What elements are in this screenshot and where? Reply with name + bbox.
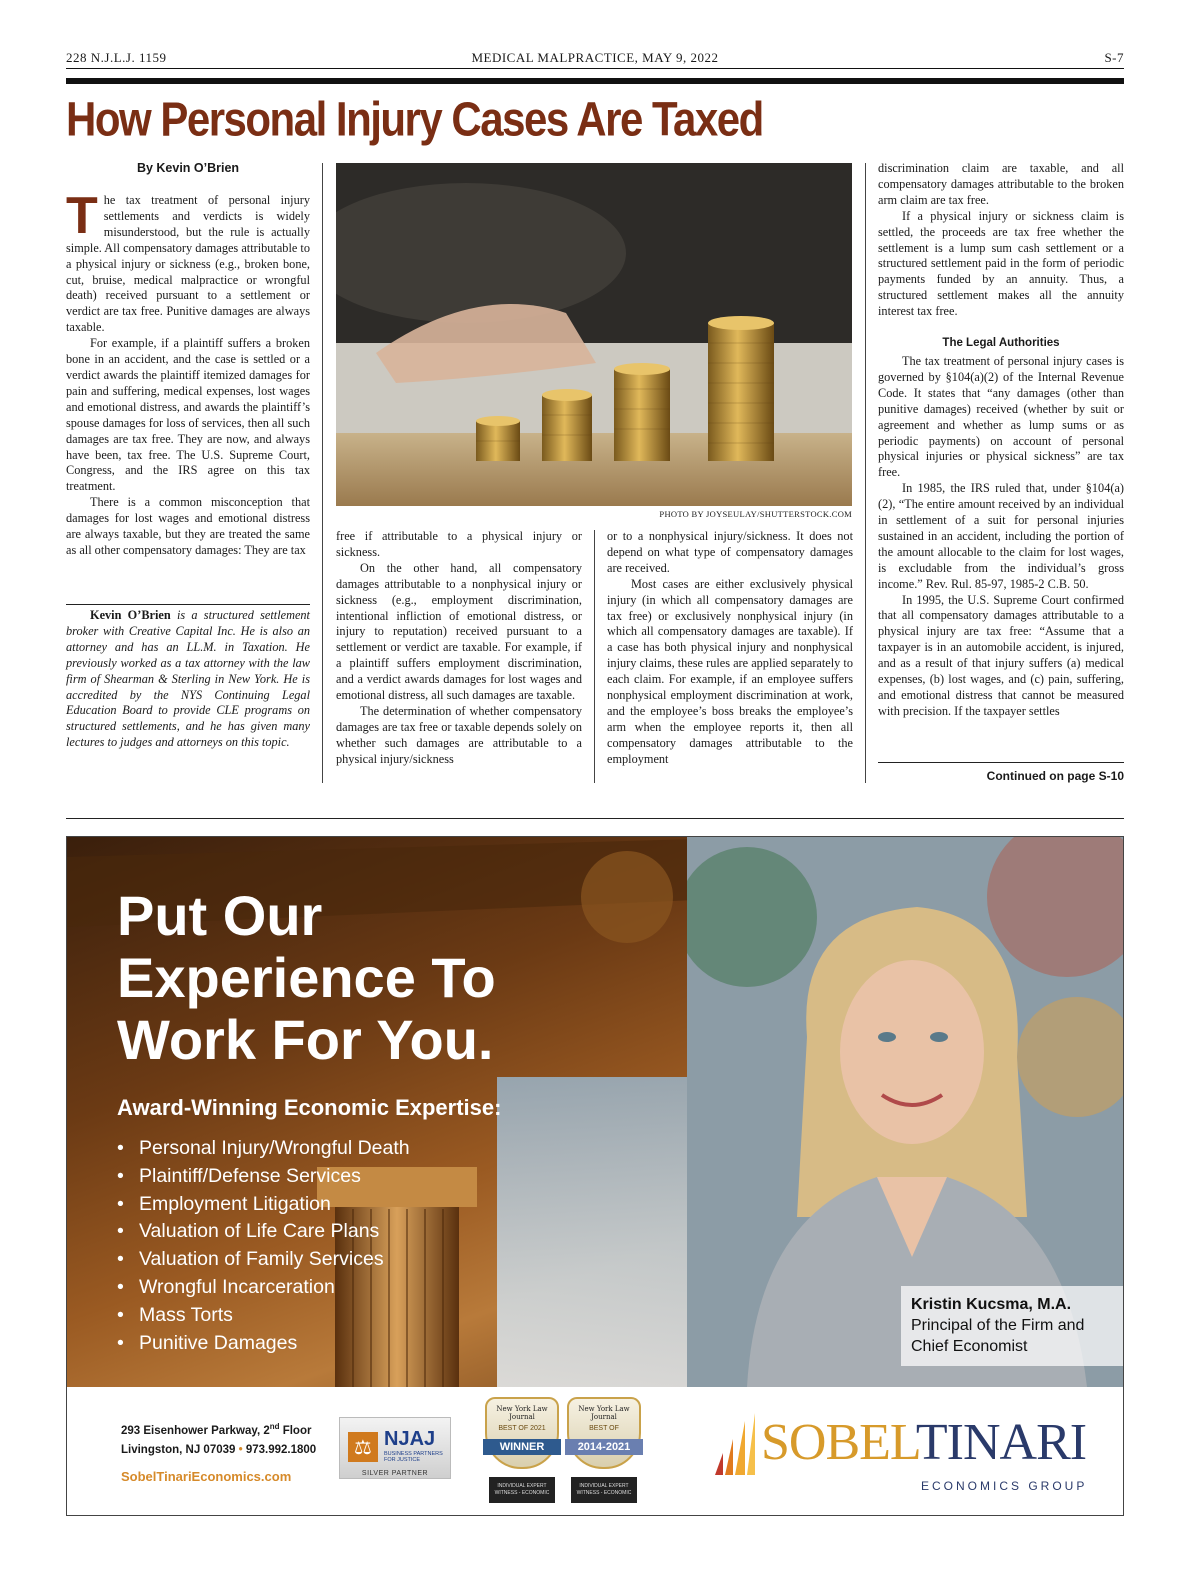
service-item: • Valuation of Family Services [117,1248,384,1271]
paragraph: free if attributable to a physical injury or sickness. [336,529,582,559]
award-badge-winner: New York Law Journal BEST OF 2021 WINNER INDIVIDUAL EXPERT WITNESS - ECONOMIC [485,1397,559,1505]
header-rule-thin [66,68,1124,69]
ad-footer [67,1387,1124,1516]
paragraph: In 1985, the IRS ruled that, under §104(a)(2), “The entire amount received by an individual in settlement of a suit for personal injuries sustained in an accident, including the portion of the amount allocable to the claim for lost wages, is excludable from the individual’s gross income.” Rev. Rul. 85-97, 1985-2 C.B. 50. [878,481,1124,591]
paragraph: If a physical injury or sickness claim is settled, the proceeds are tax free whether the settlement is a lump sum cash settlement or a structured settlement paid in the form of periodic payments funded by an annuity. Thus, a structured settlement makes all the annuity interest tax free. [878,208,1124,319]
photo-illustration [336,163,852,506]
author-bio [66,608,310,751]
bio-rule [66,604,310,605]
page-number: S-7 [1104,50,1124,65]
ad-headline: Put Our Experience To Work For You. [117,884,496,1071]
service-item: • Employment Litigation [117,1192,331,1215]
scales-of-justice-icon: ⚖ [348,1432,378,1462]
section-subhead: The Legal Authorities [942,337,1060,350]
ad-separator [66,818,1124,819]
person-title: Principal of the Firm and [911,1317,1085,1334]
coin-stack [614,363,670,461]
coin-stack [476,416,520,461]
column-rule [322,163,323,783]
coin-stack [708,316,774,461]
paragraph: Most cases are either exclusively physical injury (in which all compensatory damages are tax free) or exclusively nonphysical injury (in which all compensatory damages are taxable). If a case has both physical injury and nonphysical injury claims, these rules are applied separately to each claim. For example, if an employee suffers nonphysical employment discrimination at work, and the employee’s boss breaks the employee’s arm when the employee reports it, then all compensatory damages attributable to the employment [607,576,853,766]
continued-rule [878,762,1124,763]
issue-citation: 228 N.J.L.J. 1159 [66,50,167,65]
column-rule [865,163,866,783]
paragraph: discrimination claim are taxable, and all compensatory damages attributable to the broken arm claim are tax free. [878,161,1124,207]
coin-stacks-photo [336,163,852,506]
phone-number: 973.992.1800 [245,1443,317,1456]
article-column-4 [878,161,1124,720]
section-date: MEDICAL MALPRACTICE, MAY 9, 2022 [471,50,719,65]
paragraph: There is a common misconception that damages for lost wages and emotional distress are always taxable, but they are treated the same as all other compensatory damages: They are tax [66,495,310,557]
sobel-tinari-advertisement [66,836,1124,1516]
paragraph: The tax treatment of personal injury cases is governed by §104(a)(2) of the Internal Revenue Code. It states that “any damages (other than punitive damages) received (whether by suit or agreement and whether as lump sums or as periodic payments) on account of personal physical injuries or physical sickness” are tax free. [878,353,1124,480]
running-header [66,50,1124,68]
services-list [117,1137,410,1359]
header-rule-thick [66,78,1124,84]
njaj-partner-logo: ⚖ NJAJ BUSINESS PARTNERS FOR JUSTICE SILVER PARTNER [339,1417,451,1479]
paragraph: On the other hand, all compensatory damages attributable to a nonphysical injury or sickness (e.g., employment discrimination, intentional infliction of emotional distress, or injury to reputation) received pursuant to a settlement or verdict are taxable. For example, if a plaintiff suffers employment discrimination, and a verdict awards damages for lost wages and emotional distress, all such damages are taxable. [336,560,582,703]
service-item: • Wrongful Incarceration [117,1275,335,1298]
award-badge-best-of: New York Law Journal BEST OF 2014-2021 INDIVIDUAL EXPERT WITNESS - ECONOMIC [567,1397,641,1505]
brand-tagline: ECONOMICS GROUP [921,1479,1088,1493]
bio-text: is a structured settlement broker with Creative Capital Inc. He is also an attorney and has an LL.M. in Taxation. He previously worked as a tax attorney with the law firm of Shearman & Sterling in New York. He is accredited by the NYS Continuing Legal Education Board to provide CLE programs on structured settlements, and he has given many lectures to judges and attorneys on this topic. [66,608,310,750]
column-rule [594,530,595,783]
person-name: Kristin Kucsma, M.A. [911,1296,1072,1313]
byline: By Kevin O’Brien [136,161,240,175]
service-item: • Plaintiff/Defense Services [117,1164,361,1187]
paragraph: or to a nonphysical injury/sickness. It does not depend on what type of compensatory damages are received. [607,529,853,575]
service-item: • Valuation of Life Care Plans [117,1220,380,1243]
paragraph: The determination of whether compensatory damages are tax free or taxable depends solely on whether such damages are attributable to a physical injury/sickness [336,703,582,766]
service-item: • Punitive Damages [117,1331,298,1354]
coin-stack [542,389,592,461]
service-item: • Personal Injury/Wrongful Death [117,1137,410,1159]
brand-wordmark: SOBELTINARI [761,1414,1087,1471]
paragraph: In 1995, the U.S. Supreme Court confirmed that all compensatory damages attributable to a physical injury are tax free: “Assume that a taxpayer is in an automobile accident, is injured, and as a result of that injury suffers (a) medical expenses, (b) lost wages, and (c) pain, suffering, and emotional distress that cannot be measured with precision. If the taxpayer settles [878,592,1124,718]
firm-address: 293 Eisenhower Parkway, 2nd Floor Livingston, NJ 07039 • 973.992.1800 [121,1422,317,1456]
sobel-tinari-logo-icon [713,1413,757,1475]
firm-website-link[interactable]: SobelTinariEconomics.com [121,1469,292,1484]
article-column-3 [607,529,853,768]
paragraph: The tax treatment of personal injury settlements and verdicts is widely misunderstood, but the rule is actually simple. All compensatory damages attributable to a physical injury or sickness (e.g., broken bone, cut, bruise, medical malpractice or wrongful death) received pursuant to a settlement or verdict are tax free. Punitive damages are always taxable. [66,187,310,335]
drop-cap: T [66,187,98,245]
article-column-1 [66,187,310,559]
bio-name: Kevin O’Brien [90,608,171,622]
ad-subheadline: Award-Winning Economic Expertise: [117,1095,502,1120]
paragraph: For example, if a plaintiff suffers a broken bone in an accident, and the case is settled or a verdict awards the plaintiff itemized damages for pain and suffering, medical expenses, lost wages and emotional distress, and awards the plaintiff’s spouse damages for loss of services, then all such damages are tax free. They are now, and always have been, tax free. The U.S. Supreme Court, Congress, and the IRS agree on this tax treatment. [66,336,310,494]
photo-credit: PHOTO BY JOYSEULAY/SHUTTERSTOCK.COM [659,509,852,519]
service-item: • Mass Torts [117,1303,233,1326]
article-headline: How Personal Injury Cases Are Taxed [66,92,763,147]
article-column-2 [336,529,582,768]
portrait-caption [901,1286,1124,1366]
continued-jump: Continued on page S-10 [986,769,1124,783]
person-title: Chief Economist [911,1338,1028,1355]
